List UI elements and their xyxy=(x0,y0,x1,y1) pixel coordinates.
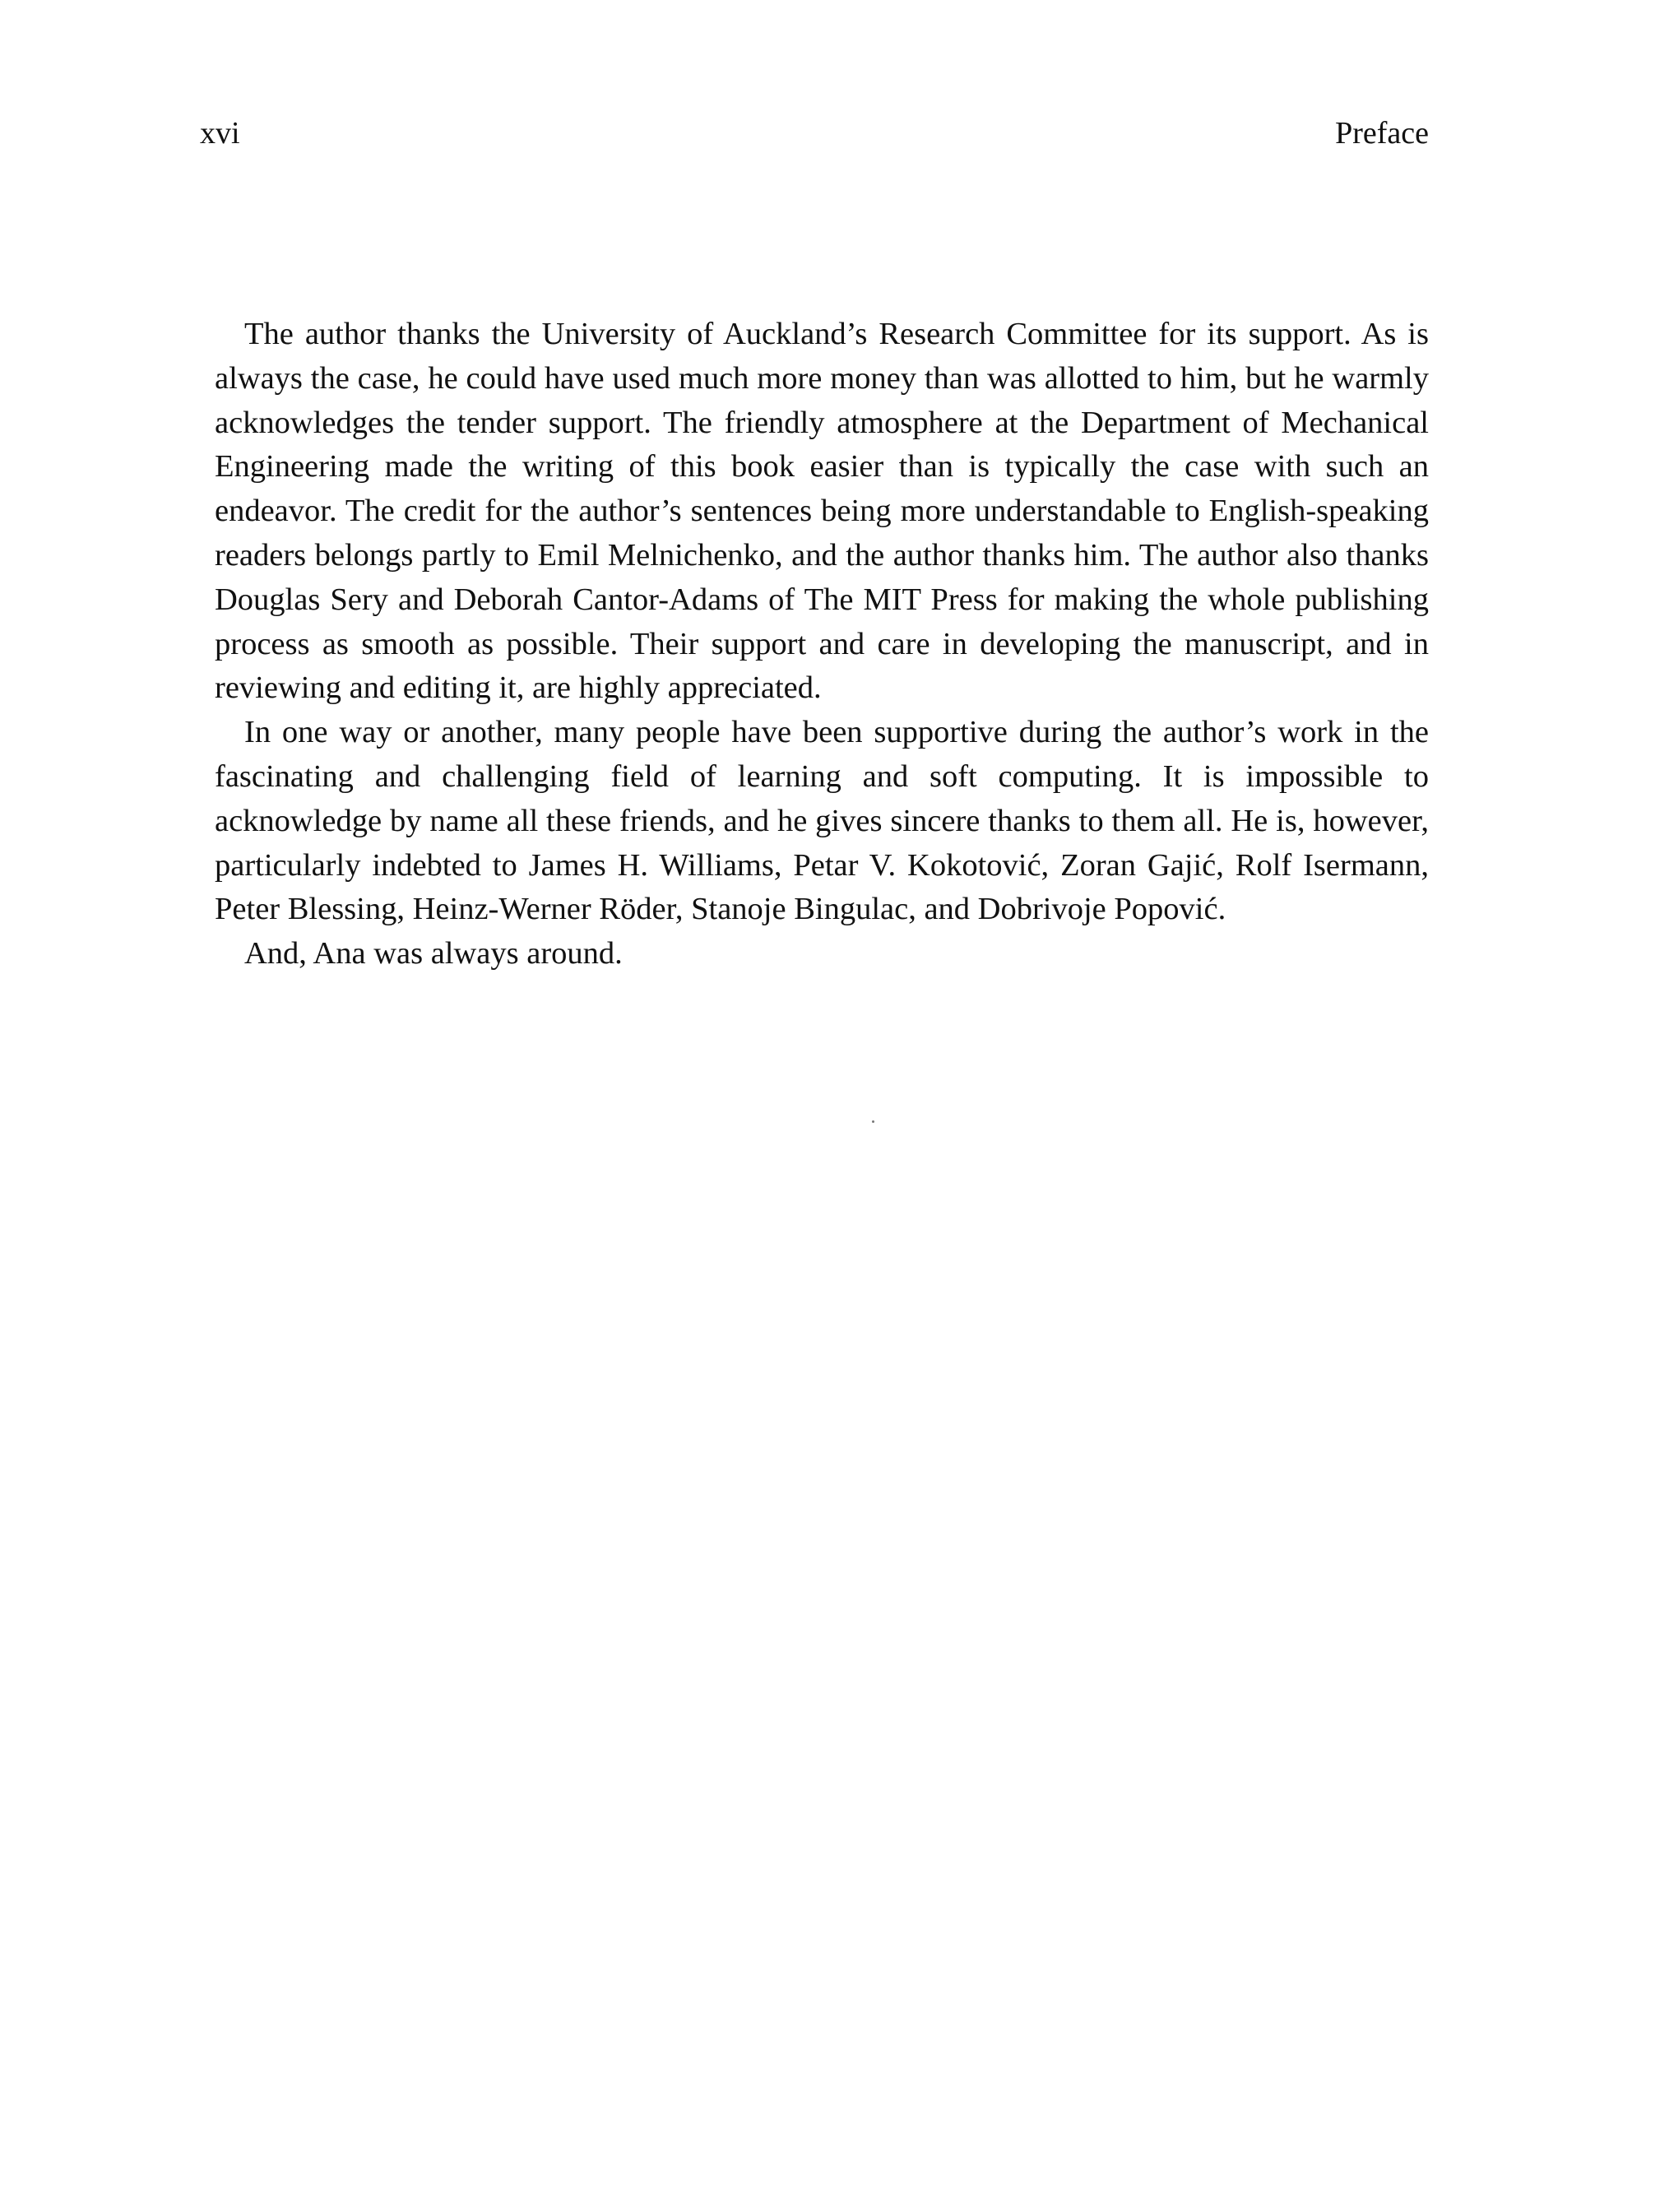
paragraph-supporters: In one way or another, many people have been supportive during the author’s work in the fascinating and challenging field of learning and soft computing. It is impossible to acknowledge by name all these friends, and he gives sincere thanks to them all. He is, however, particularly indebted to James H. Williams, Petar V. Kokotović, Zoran Gajić, Rolf Isermann, Peter Blessing, Heinz-Werner Röder, Stanoje Bingulac, and Dobrivoje Popović. xyxy=(215,715,1429,927)
paragraph-closing: And, Ana was always around. xyxy=(244,936,623,972)
page-number: xvi xyxy=(200,116,240,151)
running-head xyxy=(200,112,1429,155)
preface-body xyxy=(215,313,1429,976)
scan-speck xyxy=(872,1120,874,1123)
section-title: Preface xyxy=(1335,116,1429,151)
paragraph-acknowledgments: The author thanks the University of Auckland’s Research Committee for its support. As is always the case, he could have used much more money than was allotted to him, but he warmly acknowledges the tender support. The friendly atmosphere at the Department of Mechanical Engineering made the writing of this book easier than is typically the case with such an endeavor. The credit for the author’s sentences being more understandable to English-speaking readers belongs partly to Emil Melnichenko, and the author thanks him. The author also thanks Douglas Sery and Deborah Cantor-Adams of The MIT Press for making the whole publishing process as smooth as possible. Their support and care in developing the manuscript, and in reviewing and editing it, are highly appreciated. xyxy=(215,317,1429,706)
